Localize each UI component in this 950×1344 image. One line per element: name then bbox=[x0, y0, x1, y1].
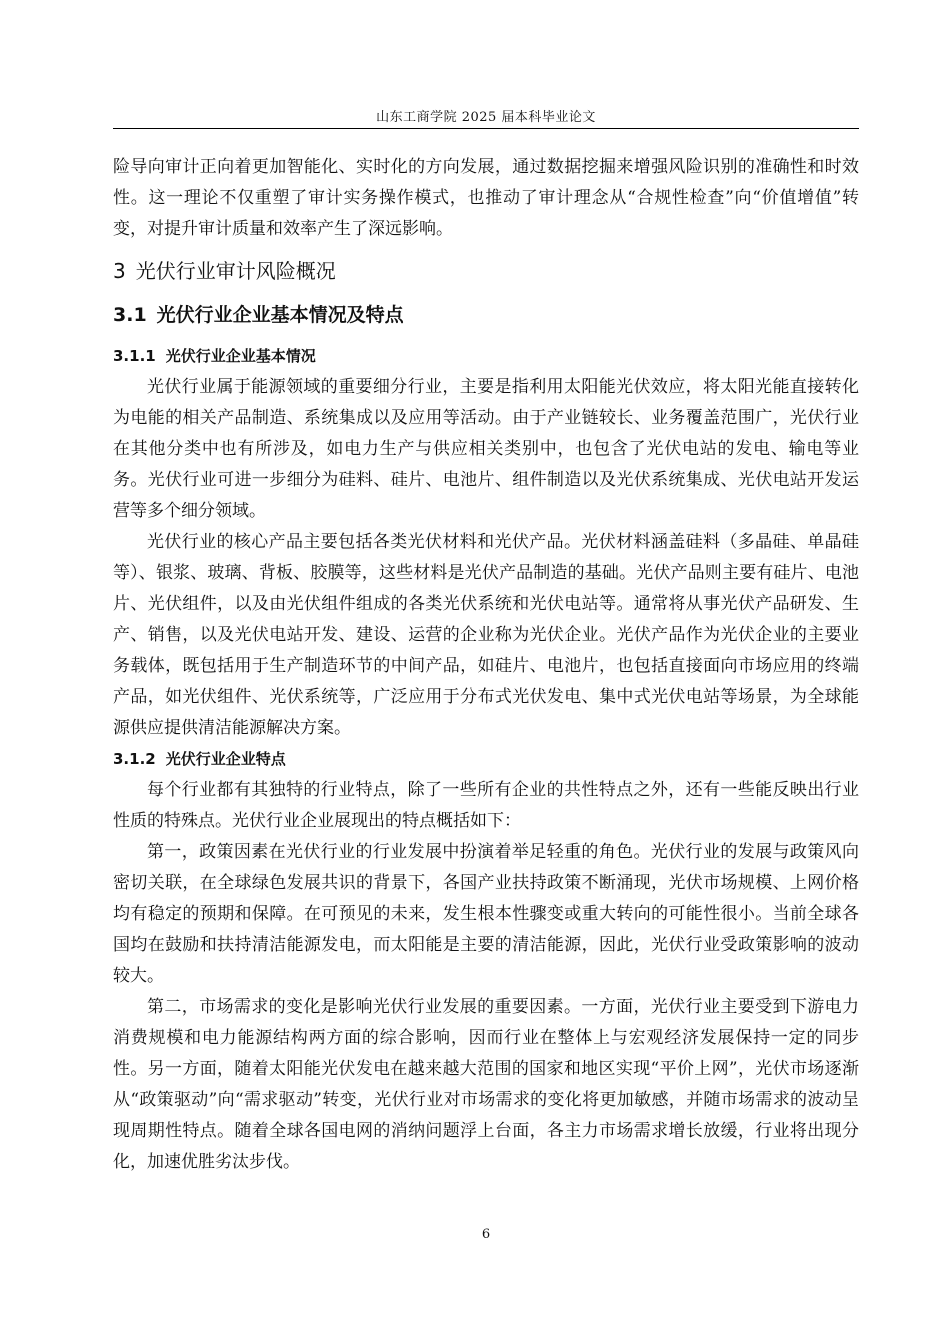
intro-paragraph: 险导向审计正向着更加智能化、实时化的方向发展，通过数据挖掘来增强风险识别的准确性和时效性。这一理论不仅重塑了审计实务操作模式，也推动了审计理念从“合规性检查”向“价值增值”转变，对提升审计质量和效率产生了深远影响。 bbox=[113, 157, 859, 239]
body-paragraph: 第一，政策因素在光伏行业的行业发展中扮演着举足轻重的角色。光伏行业的发展与政策风向密切关联，在全球绿色发展共识的背景下，各国产业扶持政策不断涌现，光伏市场规模、上网价格均有稳定的预期和保障。在可预见的未来，发生根本性骤变或重大转向的可能性很小。当前全球各国均在鼓励和扶持清洁能源发电，而太阳能是主要的清洁能源，因此，光伏行业受政策影响的波动较大。 bbox=[113, 842, 859, 986]
section-title: 光伏行业企业基本情况及特点 bbox=[156, 304, 404, 326]
body-paragraph: 光伏行业的核心产品主要包括各类光伏材料和光伏产品。光伏材料涵盖硅料（多晶硅、单晶硅等）、银浆、玻璃、背板、胶膜等，这些材料是光伏产品制造的基础。光伏产品则主要有硅片、电池片、光伏组件，以及由光伏组件组成的各类光伏系统和光伏电站等。通常将从事光伏产品研发、生产、销售，以及光伏电站开发、建设、运营的企业称为光伏企业。光伏产品作为光伏企业的主要业务载体，既包括用于生产制造环节的中间产品，如硅片、电池片，也包括直接面向市场应用的终端产品，如光伏组件、光伏系统等，广泛应用于分布式光伏发电、集中式光伏电站等场景，为全球能源供应提供清洁能源解决方案。 bbox=[113, 532, 859, 738]
chapter-title: 光伏行业审计风险概况 bbox=[135, 259, 336, 283]
subsection-number-1: 3.1.1 bbox=[113, 347, 156, 365]
chapter-number: 3 bbox=[113, 259, 126, 283]
subsection-heading-1 bbox=[113, 341, 859, 372]
subsection-title-1: 光伏行业企业基本情况 bbox=[165, 347, 316, 365]
body-paragraph: 第二，市场需求的变化是影响光伏行业发展的重要因素。一方面，光伏行业主要受到下游电力消费规模和电力能源结构两方面的综合影响，因而行业在整体上与宏观经济发展保持一定的同步性。另一方面，随着太阳能光伏发电在越来越大范围的国家和地区实现“平价上网”，光伏市场逐渐从“政策驱动”向“需求驱动”转变，光伏行业对市场需求的变化将更加敏感，并随市场需求的波动呈现周期性特点。随着全球各国电网的消纳问题浮上台面，各主力市场需求增长放缓，行业将出现分化，加速优胜劣汰步伐。 bbox=[113, 997, 859, 1172]
page-number: 6 bbox=[481, 1227, 491, 1242]
section-heading bbox=[113, 295, 859, 335]
page-body bbox=[113, 152, 859, 1178]
subsection-heading-2 bbox=[113, 744, 859, 775]
chapter-heading bbox=[113, 251, 859, 291]
subsection-title-2: 光伏行业企业特点 bbox=[165, 750, 286, 768]
running-header: 山东工商学院 2025 届本科毕业论文 bbox=[376, 110, 596, 125]
body-paragraph: 每个行业都有其独特的行业特点，除了一些所有企业的共性特点之外，还有一些能反映出行业性质的特殊点。光伏行业企业展现出的特点概括如下： bbox=[113, 780, 859, 831]
subsection-number-2: 3.1.2 bbox=[113, 750, 156, 768]
section-number: 3.1 bbox=[113, 304, 147, 326]
body-paragraph: 光伏行业属于能源领域的重要细分行业，主要是指利用太阳能光伏效应，将太阳光能直接转化为电能的相关产品制造、系统集成以及应用等活动。由于产业链较长、业务覆盖范围广，光伏行业在其他分类中也有所涉及，如电力生产与供应相关类别中，也包含了光伏电站的发电、输电等业务。光伏行业可进一步细分为硅料、硅片、电池片、组件制造以及光伏系统集成、光伏电站开发运营等多个细分领域。 bbox=[113, 377, 859, 521]
header-rule bbox=[113, 128, 859, 129]
